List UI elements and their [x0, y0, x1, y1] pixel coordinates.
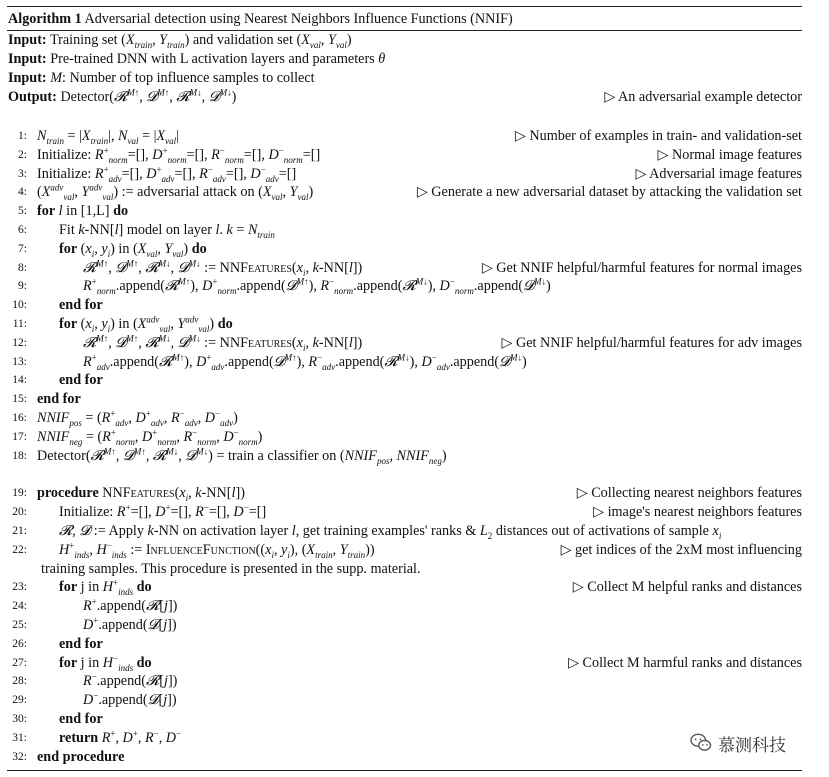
input-line-3: Input: M: Number of top influence samples to collect: [8, 70, 315, 86]
algo-line-3: 3: Initialize: $R^+_{adv}=[]$, $D^+_{adv}=[]$, $R^-_{adv}=[]$, $D^-_{adv}=[]$ ▷ Adversarial image features: [18, 163, 802, 184]
algo-line-5: 5: for l in [1,L] do: [18, 203, 129, 220]
algo-line-6: 6: Fit k-NN[l] model on layer l. $k = N_{train}$: [18, 221, 275, 240]
algo-line-9: 9: $R^+_{norm}.append(𝓡^{M↑})$, $D^+_{norm}.append(𝓓^{M↑})$, $R^-_{norm}.append(𝓡^{M↓})$, $D^-_{norm}.append(𝓓^{M↓})$: [18, 276, 551, 297]
algo-line-14: 14: end for: [12, 372, 103, 389]
algo-line-22-cont: training samples. This procedure is presented in the supp. material.: [41, 560, 421, 577]
input-line-2: Input: Pre-trained DNN with L activation layers and parameters θ: [8, 51, 386, 67]
algo-line-17: 17: $NNIF_{neg} = (R^+_{norm}$, $D^+_{norm}$, $R^-_{norm}$, $D^-_{norm}$): [12, 427, 263, 447]
watermark: [690, 729, 786, 757]
bottom-rule: [7, 770, 802, 771]
algorithm-label: Algorithm 1: [8, 11, 82, 27]
algo-line-22: 22: $H^+_{inds}$, $H^-_{inds}$ := $InfluenceFunction((x_i$, $y_i$), ($X_{train}$, $Y_{train}$)) ▷ get indices of the 2xM most influencing: [12, 540, 802, 560]
algo-line-12: 12: 𝓡$^{M↑}$, 𝓓$^{M↑}$, 𝓡$^{M↓}$, 𝓓$^{M↓}$ := $NNFeatures(x_i$, k-NN[l]) ▷ Get NNIF helpful/harmful features for adv images: [12, 333, 802, 353]
watermark-text: 慕测科技: [718, 735, 786, 756]
algorithm-title-text: Adversarial detection using Nearest Neighbors Influence Functions (NNIF): [84, 11, 513, 27]
algo-line-19: 19: procedure $NNFeatures(x_i$, k-NN[l]) ▷ Collecting nearest neighbors features: [12, 485, 802, 504]
algo-line-32: 32: end procedure: [12, 748, 125, 765]
algo-line-13: 13: $R^+_{adv}.append(𝓡^{M↑})$, $D^+_{adv}.append(𝓓^{M↑})$, $R^-_{adv}.append(𝓡^{M↓})$, $D^-_{adv}.append(𝓓^{M↓})$: [12, 351, 527, 372]
algorithm-box: [7, 6, 802, 766]
algo-line-28: 28: R−.append(𝓡[j]): [12, 671, 178, 690]
algo-line-8: 8: 𝓡$^{M↑}$, 𝓓$^{M↑}$, 𝓡$^{M↓}$, 𝓓$^{M↓}$ := $NNFeatures(x_i$, k-NN[l]) ▷ Get NNIF helpful/harmful features for normal images: [18, 257, 802, 278]
output-comment: ▷ An adversarial example detector: [604, 89, 802, 105]
output-line: Output: Detector(𝓡$^{M↑}$, 𝓓$^{M↑}$, 𝓡$^{M↓}$, 𝓓$^{M↓}$) ▷ An adversarial example detector: [8, 87, 802, 105]
algo-line-10: 10: end for: [12, 297, 103, 314]
algo-line-7: 7: for ($x_i$, $y_i$) in ($X_{val}$, $Y_{val}$) do: [18, 240, 207, 259]
algo-line-11: 11: for ($x_i$, $y_i$) in ($X^{adv}_{val}$, $Y^{adv}_{val}$) do: [12, 314, 233, 334]
algo-line-25: 25: D+.append(𝓓[j]): [12, 615, 177, 633]
algo-line-2: 2: Initialize: $R^+_{norm}=[]$, $D^+_{norm}=[]$, $R^-_{norm}=[]$, $D^-_{norm}=[]$ ▷ Normal image features: [18, 145, 802, 165]
algo-line-23: 23: for j in $H^+_{inds}$ do ▷ Collect M helpful ranks and distances: [12, 577, 802, 598]
algorithm-title: [7, 7, 802, 30]
algo-line-15: 15: end for: [12, 391, 81, 408]
algo-line-1: 1: $N_{train} = |X_{train}|$, $N_{val} = |X_{val}|$ ▷ Number of examples in train- and validation-set: [18, 128, 802, 146]
algo-line-24: 24: R+.append(𝓡[j]): [12, 596, 178, 615]
algo-line-30: 30: end for: [12, 710, 103, 727]
algo-line-26: 26: end for: [12, 635, 103, 652]
algo-line-31: 31: return R+, D+, R−, D−: [12, 727, 182, 746]
algo-line-20: 20: Initialize: R+=[], D+=[], R−=[], D−=[] ▷ image's nearest neighbors features: [12, 502, 802, 521]
algo-line-18: 18: Detector(𝓡$^{M↑}$, 𝓓$^{M↑}$, 𝓡$^{M↓}$, 𝓓$^{M↓}$) = train a classifier on ($NNIF_{pos}$, $NNIF_{neg}$): [12, 445, 447, 466]
wechat-icon: [690, 733, 712, 753]
algo-line-4: 4: ($X^{adv}_{val}$, $Y^{adv}_{val}$) := adversarial attack on ($X_{val}$, $Y_{val}$) ▷ Generate a new adversarial dataset by attacking the validation set: [18, 182, 802, 203]
algo-line-16: 16: $NNIF_{pos} = (R^+_{adv}$, $D^+_{adv}$, $R^-_{adv}$, $D^-_{adv}$): [12, 408, 238, 428]
algo-line-27: 27: for j in $H^-_{inds}$ do ▷ Collect M harmful ranks and distances: [12, 652, 802, 673]
algo-line-21: 21: 𝓡, 𝓓 := Apply k-NN on activation layer l, get training examples' ranks & $L_2$ distances out of activations of sample $x_i$: [12, 522, 722, 541]
input-line-1: Input: Training set ($X_{train}$, $Y_{train}$) and validation set ($X_{val}$, $Y_{val}$): [8, 32, 352, 50]
algo-line-29: 29: D−.append(𝓓[j]): [12, 690, 177, 709]
